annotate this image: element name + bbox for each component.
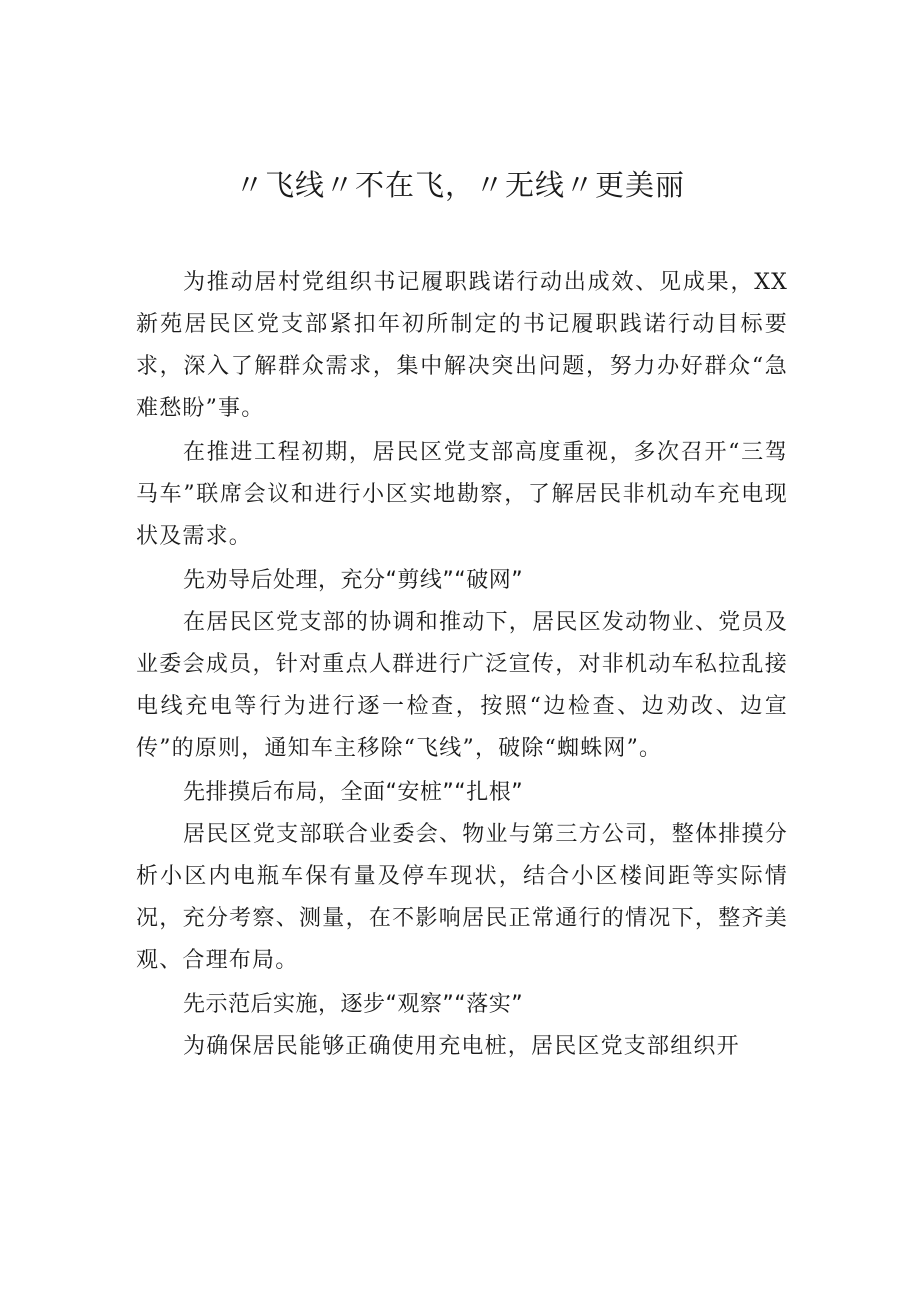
section-heading-layout: 先排摸后布局，全面“安桩”“扎根” xyxy=(183,780,524,805)
paragraph-demonstrate: 为确保居民能够正确使用充电桩，居民区党支部组织开 xyxy=(183,1034,740,1059)
document-body xyxy=(136,262,788,1070)
paragraph-early-stage: 在推进工程初期，居民区党支部高度重视，多次召开“三驾马车”联席会议和进行小区实地勘察，了解居民非机动车充电现状及需求。 xyxy=(136,440,788,549)
paragraph-persuade: 在居民区党支部的协调和推动下，居民区发动物业、党员及业委会成员，针对重点人群进行广泛宣传，对非机动车私拉乱接电线充电等行为进行逐一检查，按照“边检查、边劝改、边宣传”的原则，通知车主移除“飞线”，破除“蜘蛛网”。 xyxy=(136,610,788,761)
section-heading-persuade: 先劝导后处理，充分“剪线”“破网” xyxy=(183,568,524,593)
paragraph-layout: 居民区党支部联合业委会、物业与第三方公司，整体排摸分析小区内电瓶车保有量及停车现状，结合小区楼间距等实际情况，充分考察、测量，在不影响居民正常通行的情况下，整齐美观、合理布局。 xyxy=(136,822,788,973)
paragraph-intro: 为推动居村党组织书记履职践诺行动出成效、见成果，XX新苑居民区党支部紧扣年初所制定的书记履职践诺行动目标要求，深入了解群众需求，集中解决突出问题，努力办好群众“急难愁盼”事。 xyxy=(136,270,788,421)
section-heading-demonstrate: 先示范后实施，逐步“观察”“落实” xyxy=(183,992,524,1017)
document-title: 〃飞线〃不在飞，〃无线〃更美丽 xyxy=(234,168,685,202)
